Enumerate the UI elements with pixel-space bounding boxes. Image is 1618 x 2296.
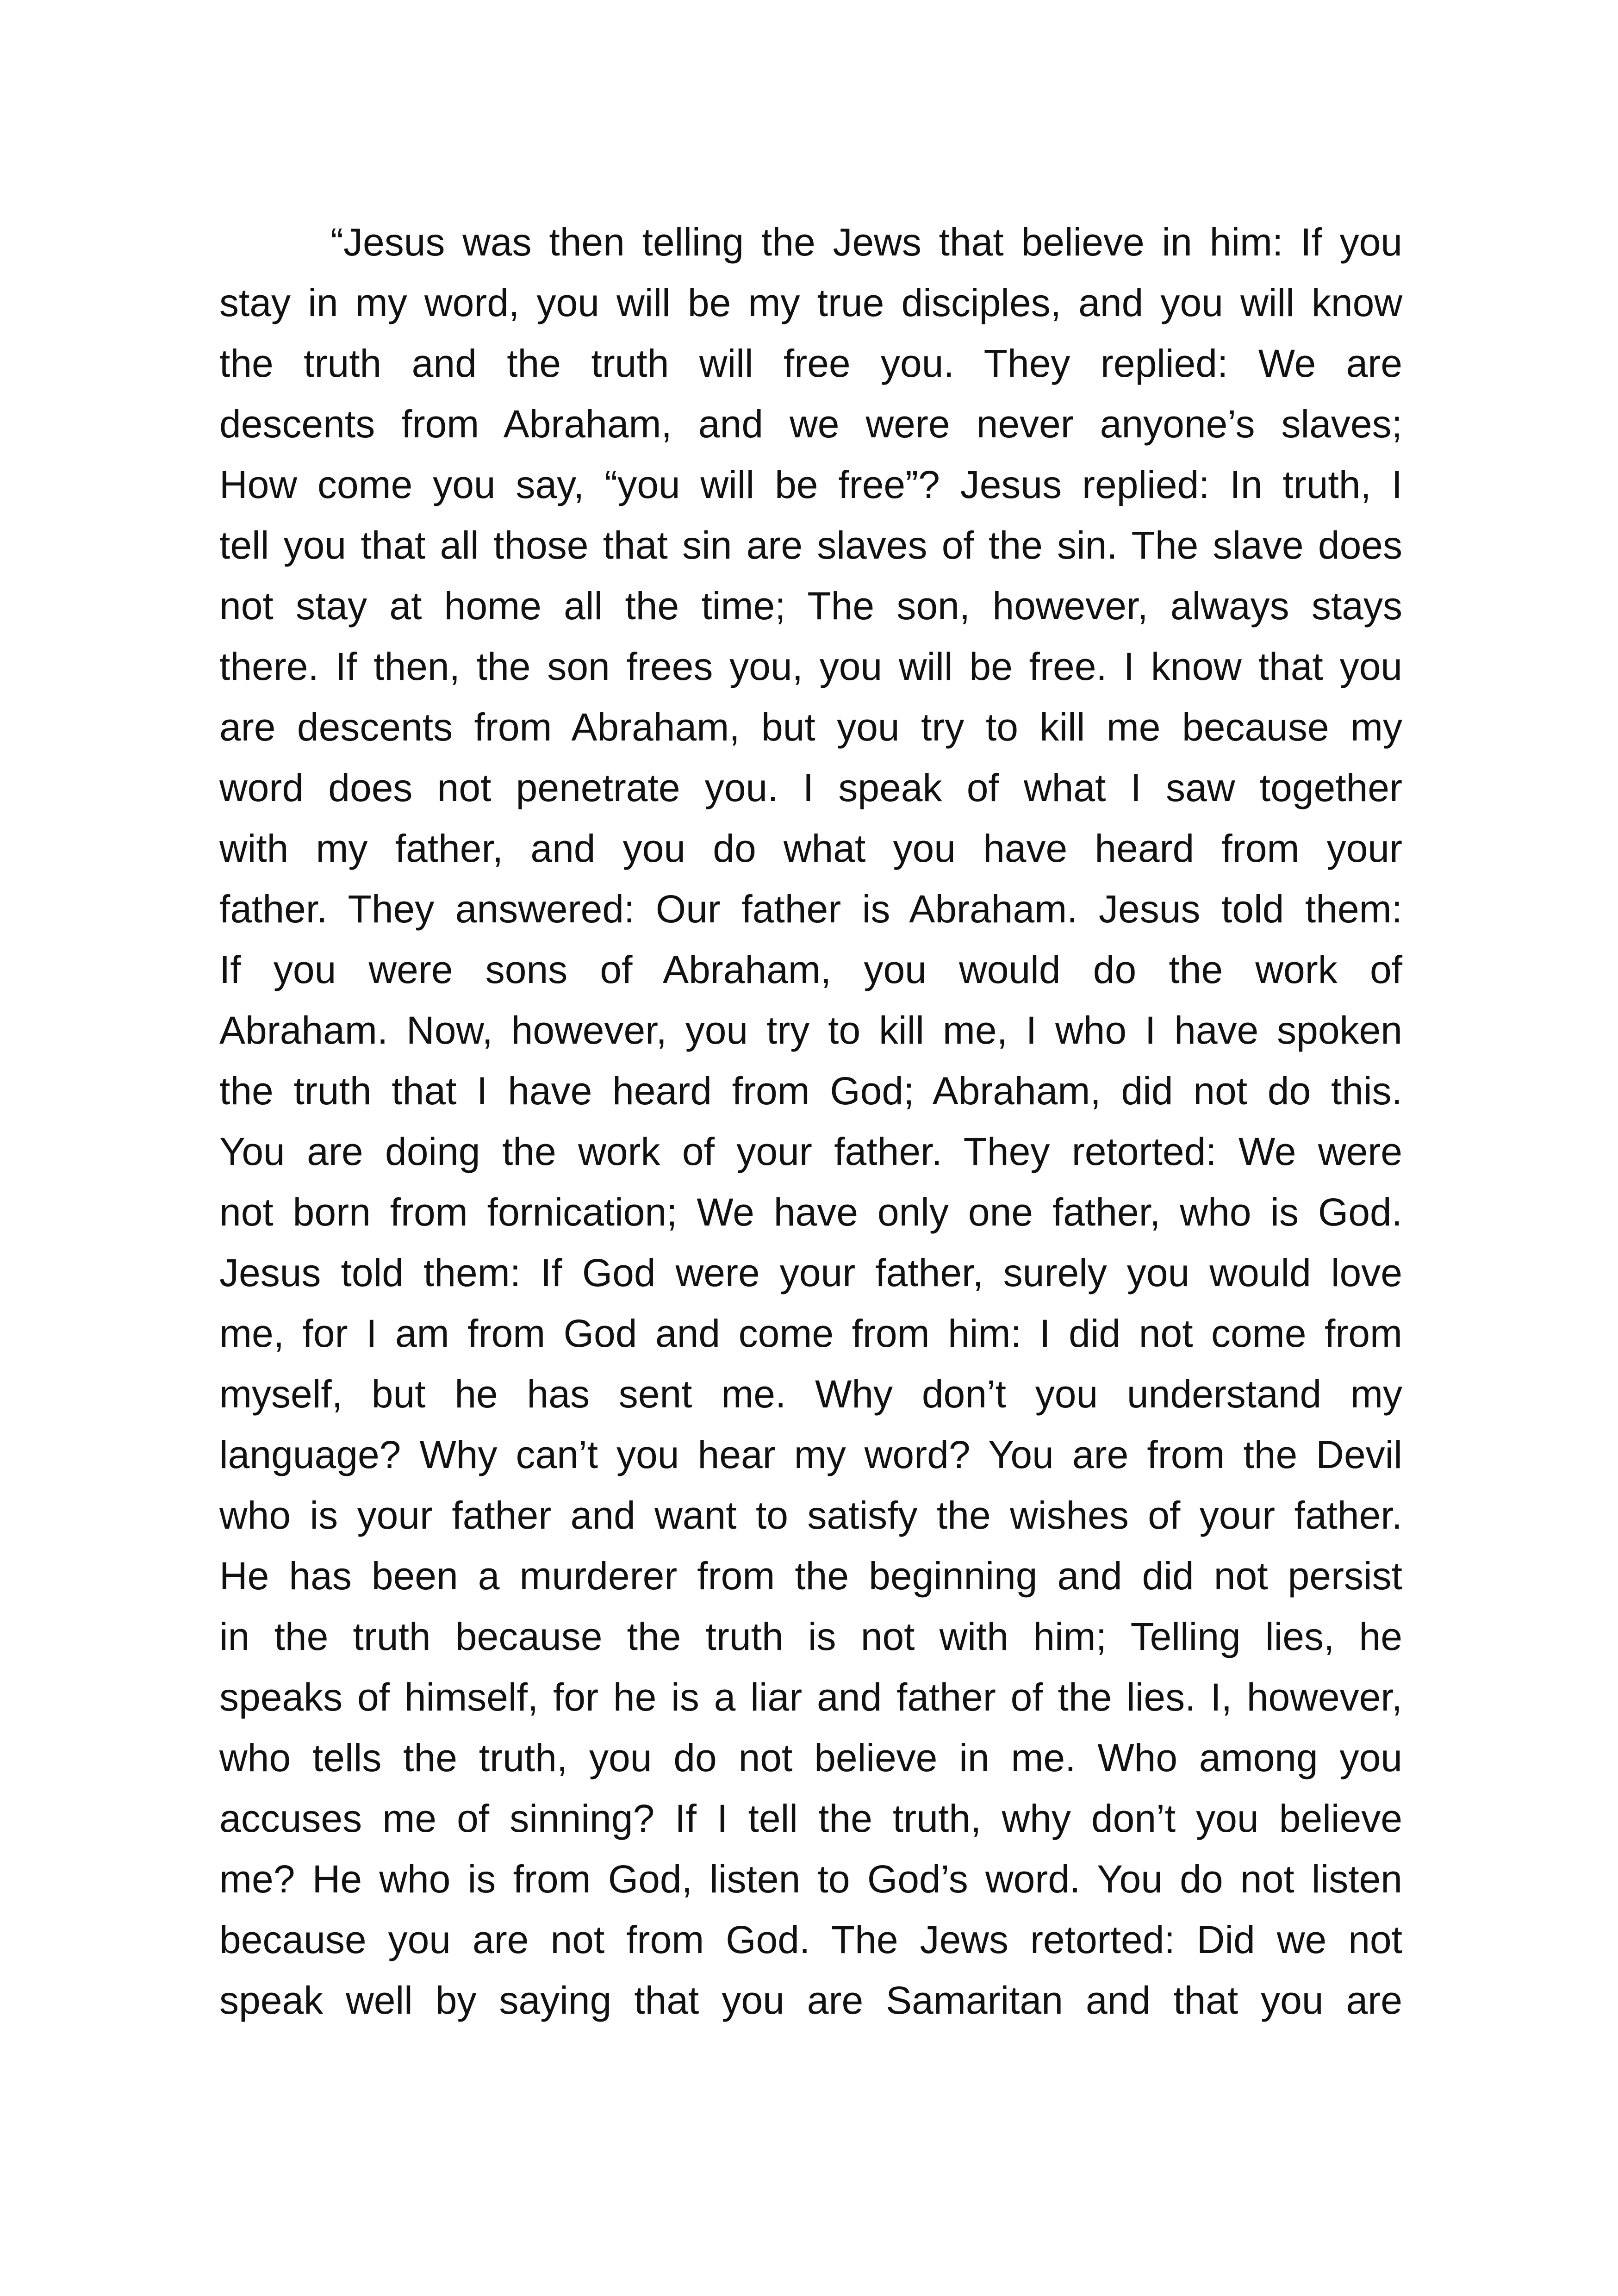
- text-line: speak well by saying that you are Samaritan and that you are: [219, 1979, 1402, 2022]
- text-line: “Jesus was then telling the Jews that believe in him: If you: [330, 220, 1402, 264]
- text-line: myself, but he has sent me. Why don’t you understand my: [219, 1372, 1402, 1416]
- text-line: are descents from Abraham, but you try to kill me because my: [219, 705, 1402, 749]
- text-line: not stay at home all the time; The son, however, always stays: [219, 584, 1402, 628]
- text-line: in the truth because the truth is not with him; Telling lies, he: [219, 1615, 1402, 1658]
- text-line: Jesus told them: If God were your father, surely you would love: [219, 1251, 1402, 1294]
- text-line: How come you say, “you will be free”? Jesus replied: In truth, I: [219, 463, 1402, 506]
- text-line: accuses me of sinning? If I tell the truth, why don’t you believe: [219, 1797, 1402, 1840]
- text-line: who tells the truth, you do not believe in me. Who among you: [219, 1736, 1402, 1780]
- text-line: stay in my word, you will be my true disciples, and you will know: [219, 281, 1402, 324]
- text-line: not born from fornication; We have only one father, who is God.: [219, 1190, 1402, 1234]
- text-line: If you were sons of Abraham, you would do the work of: [219, 948, 1402, 991]
- text-line: You are doing the work of your father. They retorted: We were: [219, 1130, 1402, 1173]
- body-paragraph: [219, 212, 1402, 2031]
- text-line: language? Why can’t you hear my word? You are from the Devil: [219, 1433, 1402, 1476]
- text-line: father. They answered: Our father is Abraham. Jesus told them:: [219, 887, 1402, 931]
- text-line: Abraham. Now, however, you try to kill me, I who I have spoken: [219, 1008, 1402, 1052]
- text-line: there. If then, the son frees you, you will be free. I know that you: [219, 645, 1402, 688]
- text-line: me? He who is from God, listen to God’s word. You do not listen: [219, 1857, 1402, 1901]
- text-line: word does not penetrate you. I speak of what I saw together: [219, 766, 1402, 809]
- text-line: tell you that all those that sin are slaves of the sin. The slave does: [219, 523, 1402, 567]
- text-line: because you are not from God. The Jews retorted: Did we not: [219, 1918, 1402, 1961]
- text-line: with my father, and you do what you have heard from your: [219, 827, 1402, 870]
- text-line: the truth that I have heard from God; Abraham, did not do this.: [219, 1069, 1402, 1113]
- text-line: He has been a murderer from the beginning and did not persist: [219, 1554, 1402, 1598]
- text-line: the truth and the truth will free you. They replied: We are: [219, 342, 1402, 385]
- text-line: speaks of himself, for he is a liar and father of the lies. I, however,: [219, 1675, 1402, 1719]
- text-line: who is your father and want to satisfy the wishes of your father.: [219, 1493, 1402, 1537]
- text-line: me, for I am from God and come from him: I did not come from: [219, 1312, 1402, 1355]
- text-line: descents from Abraham, and we were never anyone’s slaves;: [219, 402, 1402, 446]
